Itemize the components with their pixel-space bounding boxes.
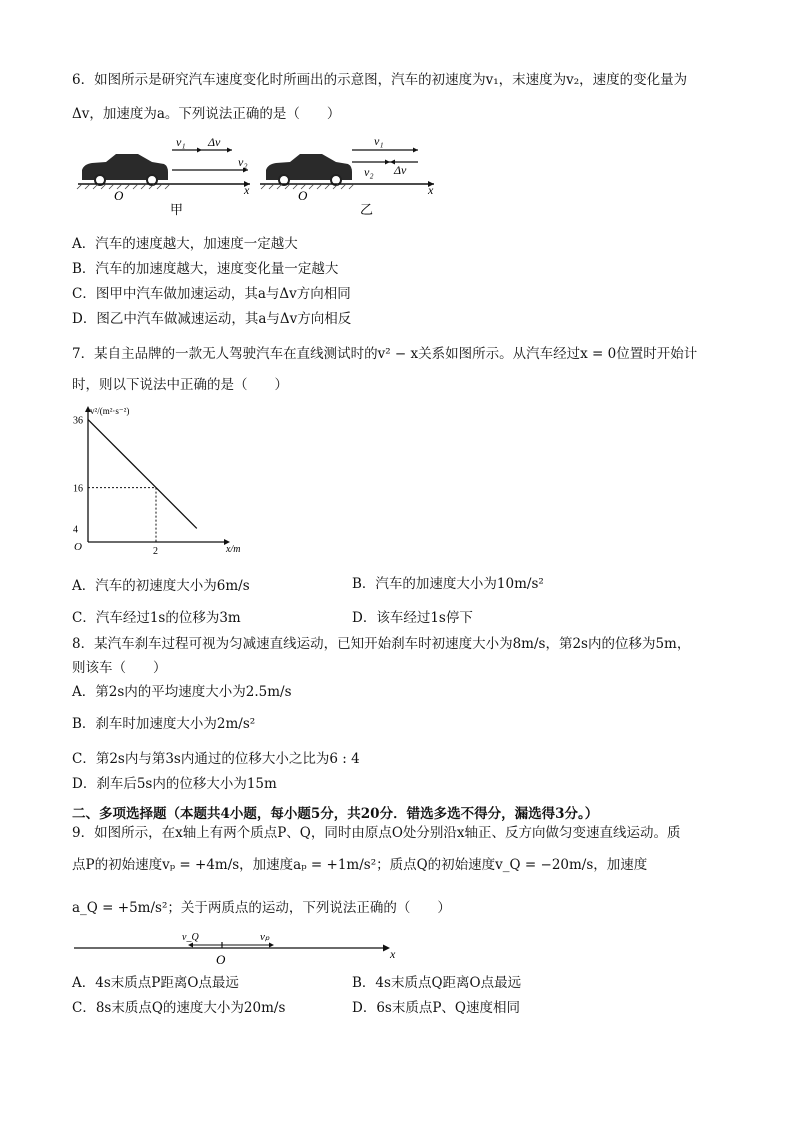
q9-stem-line1: 9．如图所示，在x轴上有两个质点P、Q，同时由原点O处分别沿x轴正、反方向做匀变速直线运动。质 xyxy=(72,825,681,841)
q8-stem-line2: 则该车（ ） xyxy=(72,660,167,676)
q7-ytick-label: 36 xyxy=(73,415,83,427)
q9-vp-label: vₚ xyxy=(260,931,270,943)
q6-option-a: A．汽车的速度越大，加速度一定越大 xyxy=(72,236,298,252)
q9-stem-line3: a_Q = +5m/s²；关于两质点的运动，下列说法正确的（ ） xyxy=(72,900,451,916)
q9-axis: x xyxy=(390,947,396,961)
q6-v2-label-yi: v₂ xyxy=(364,165,374,179)
q7-origin: O xyxy=(74,541,82,553)
q8-option-c: C．第2s内与第3s内通过的位移大小之比为6 : 4 xyxy=(72,751,360,767)
q6-v2-label: v₂ xyxy=(238,155,248,169)
q7-xtick-label: 2 xyxy=(153,546,158,557)
q6-stem-line2: Δv，加速度为a。下列说法正确的是（ ） xyxy=(72,106,341,122)
q9-stem-line2: 点P的初始速度vₚ = +4m/s，加速度aₚ = +1m/s²；质点Q的初始速度v_Q = −20m/s，加速度 xyxy=(72,857,648,873)
q6-figure xyxy=(72,132,444,218)
q6-v1-label-yi: v₁ xyxy=(374,134,384,148)
q6-stem-line1: 6．如图所示是研究汽车速度变化时所画出的示意图，汽车的初速度为v₁，末速度为v₂，速度的变化量为 xyxy=(72,72,688,88)
q7-stem-line2: 时，则以下说法中正确的是（ ） xyxy=(72,377,288,393)
q9-figure xyxy=(72,928,402,966)
q8-stem-line1: 8．某汽车刹车过程可视为匀减速直线运动，已知开始刹车时初速度大小为8m/s，第2s内的位移为5m， xyxy=(72,636,691,652)
q6-option-d: D．图乙中汽车做减速运动，其a与Δv方向相反 xyxy=(72,311,352,327)
q8-option-d: D．刹车后5s内的位移大小为15m xyxy=(72,776,277,792)
q7-ylabel: v²/(m²·s⁻²) xyxy=(90,406,130,416)
q8-option-b: B．刹车时加速度大小为2m/s² xyxy=(72,716,256,732)
q8-option-a: A．第2s内的平均速度大小为2.5m/s xyxy=(72,684,292,700)
q6-axis-yi: x xyxy=(428,183,434,197)
q9-origin: O xyxy=(216,952,226,966)
q6-option-c: C．图甲中汽车做加速运动，其a与Δv方向相同 xyxy=(72,286,351,302)
q6-label-jia: 甲 xyxy=(170,202,184,217)
car-yi-icon xyxy=(266,154,352,185)
q7-stem-line1: 7．某自主品牌的一款无人驾驶汽车在直线测试时的v² − x关系如图所示。从汽车经过x = 0位置时开始计 xyxy=(72,346,698,362)
q6-origin-jia: O xyxy=(114,188,124,203)
q6-origin-yi: O xyxy=(298,188,308,203)
q6-axis-jia: x xyxy=(244,183,250,197)
q6-dv-label-yi: Δv xyxy=(394,163,407,177)
q7-option-b: B．汽车的加速度大小为10m/s² xyxy=(352,576,544,592)
q9-option-c: C．8s末质点Q的速度大小为20m/s xyxy=(72,1000,286,1016)
car-jia-icon xyxy=(82,154,168,185)
q6-option-b: B．汽车的加速度越大，速度变化量一定越大 xyxy=(72,261,339,277)
q7-xlabel: x/m xyxy=(226,544,241,555)
q9-option-d: D．6s末质点P、Q速度相同 xyxy=(352,1000,520,1016)
q9-option-b: B．4s末质点Q距离O点最远 xyxy=(352,975,522,991)
q6-dv-label: Δv xyxy=(208,135,221,149)
q7-option-c: C．汽车经过1s的位移为3m xyxy=(72,610,241,626)
q7-chart xyxy=(70,402,250,558)
q6-v1-label: v₁ xyxy=(176,135,186,149)
q7-ytick-label: 4 xyxy=(73,524,78,536)
q7-ytick-label: 16 xyxy=(73,483,83,495)
q7-option-d: D．该车经过1s停下 xyxy=(352,610,473,626)
q9-option-a: A．4s末质点P距离O点最远 xyxy=(72,975,239,991)
q7-data-line xyxy=(88,420,197,529)
q9-vq-label: v_Q xyxy=(182,932,199,943)
q7-option-a: A．汽车的初速度大小为6m/s xyxy=(72,578,250,594)
section-heading-multiple-choice: 二、多项选择题（本题共4小题，每小题5分，共20分．错选多选不得分，漏选得3分。） xyxy=(72,806,599,822)
q6-label-yi: 乙 xyxy=(360,202,374,217)
